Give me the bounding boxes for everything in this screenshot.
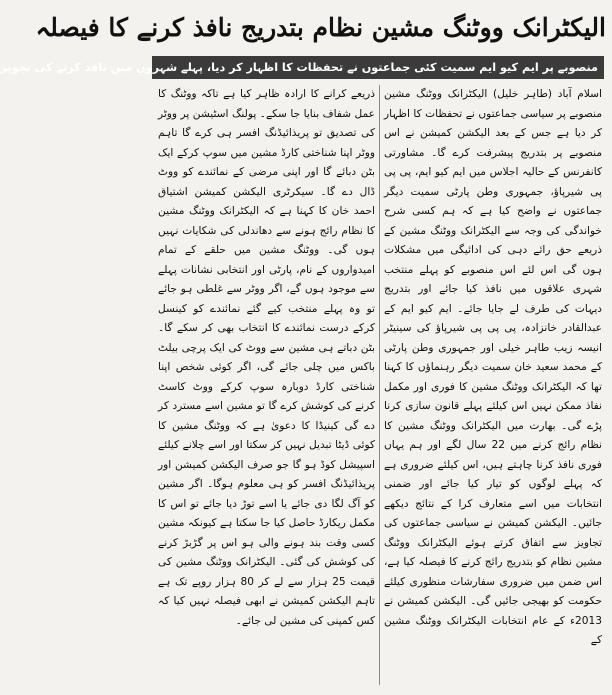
headline: الیکٹرانک ووٹنگ مشین نظام بتدریج نافذ کرنے کا فیصلہ — [35, 13, 606, 42]
subheadline-banner — [0, 56, 604, 79]
article-body — [150, 85, 606, 685]
article-column-left — [154, 85, 380, 685]
article-column-right — [380, 85, 606, 685]
article-paragraph: اسلام آباد (طاہر خلیل) الیکٹرانک ووٹنگ مشین منصوبے پر سیاسی جماعتوں نے تحفظات کا اظہار کر دیا ہے جس کے بعد الیکشن کمیشن نے اس منصوبے پر بتدریج پیشرفت کرے گا۔ مشاورتی کانفرنس کے حالیہ اجلاس میں ایم کیو ایم، پی پی پی شیرپاؤ، جمہوری وطن پارٹی سمیت دیگر جماعتوں نے واضح کیا ہے کہ ہم کسی شرح خواندگی کی وجہ سے الیکٹرانک ووٹنگ مشین کے ذریعے حق رائے دہی کی ادائیگی میں مشکلات ہوں گی اس لئے اس منصوبے کو پہلے منتخب شہری علاقوں میں نافذ کیا جائے اور بتدریج دیہات کی طرف لے جایا جائے۔ ایم کیو ایم کے عبدالقادر خانزادہ، پی پی پی شیرپاؤ کی سینیٹر انیسہ زیب طاہر خیلی اور جمہوری وطن پارٹی کے محمد سعید خان سمیت دیگر رہنماؤں کا کہنا تھا کہ الیکٹرانک ووٹنگ مشین کا فوری اور مکمل نفاذ ممکن نہیں اس کیلئے پہلے قانون سازی کرنا پڑے گی۔ بھارت میں الیکٹرانک ووٹنگ مشین کا نظام رائج کرنے میں 22 سال لگے اور ہم یہاں فوری نافذ کرنا چاہتے ہیں، اس کیلئے ضروری ہے کہ پہلے لوگوں کو تیار کیا جائے اور ضمنی انتخابات میں اسے متعارف کرا کے نتائج دیکھے جائیں۔ الیکشن کمیشن نے سیاسی جماعتوں کی تجاویز سے اتفاق کرتے ہوئے الیکٹرانک ووٹنگ مشین نظام کو بتدریج رائج کرنے کا فیصلہ کیا ہے، اس ضمن میں ضروری سفارشات منظوری کیلئے حکومت کو بھیجی جائیں گی۔ الیکشن کمیشن نے 2013ء کے عام انتخابات الیکٹرانک ووٹنگ مشین کے — [384, 88, 602, 646]
article-paragraph: ذریعے کرانے کا ارادہ ظاہر کیا ہے تاکہ ووٹنگ کا عمل شفاف بنایا جا سکے۔ پولنگ اسٹیشن پر ووٹر کی تصدیق تو پریذائیڈنگ افسر ہی کرے گا تاہم ووٹر اپنا شناختی کارڈ مشین میں سوپ کرکے ایک بٹن دبائے گا اور اپنی مرضی کے نمائندے کو ووٹ ڈال دے گا۔ سیکرٹری الیکشن کمیشن اشتیاق احمد خان کا کہنا ہے کہ الیکٹرانک ووٹنگ مشین کا نظام رائج ہونے سے دھاندلی کی شکایات نہیں ہوں گی۔ ووٹنگ مشین میں حلقے کے تمام امیدواروں کے نام، پارٹی اور انتخابی نشانات پہلے سے موجود ہوں گے، اگر ووٹر سے غلطی ہو جائے تو وہ پہلے منتخب کیے گئے نمائندے کو کینسل کرکے درست نمائندے کا انتخاب بھی کر سکے گا۔ بٹن دباتے ہی مشین سے ووٹ کی ایک پرچی بیلٹ باکس میں چلی جائے گی، اگر کوئی شخص اپنا شناختی کارڈ دوبارہ سوپ کرکے ووٹ کاسٹ کرنے کی کوشش کرے گا تو مشین اسے مسترد کر دے گی کینیڈا کا دعویٰ ہے کہ ووٹنگ مشین کا کوئی ڈیٹا تبدیل نہیں کر سکتا اور اسے چلانے کیلئے اسپیشل کوڈ ہو گا جو صرف الیکشن کمیشن اور پریذائیڈنگ افسر کو ہی معلوم ہوگا۔ اگر مشین کو آگ لگا دی جائے یا اسے توڑ دیا جائے تو اس کا مکمل ریکارڈ حاصل کیا جا سکتا ہے کیونکہ مشین کسی وقت بند ہونے والی ہو اس پر گڑبڑ کرنے کی کوشش کی گئی۔ الیکٹرانک ووٹنگ مشین کی قیمت 25 ہزار سے لے کر 80 ہزار روپے تک ہے تاہم الیکشن کمیشن نے ابھی فیصلہ نہیں کیا کہ کس کمپنی کی مشین لی جائے۔ — [158, 88, 375, 627]
subheadline-line-1: منصوبے پر ایم کیو ایم سمیت کئی جماعتوں نے تحفظات کا اظہار کر دیا، پہلے شہروں میں نافذ کرنے کی تجویز — [0, 61, 598, 74]
